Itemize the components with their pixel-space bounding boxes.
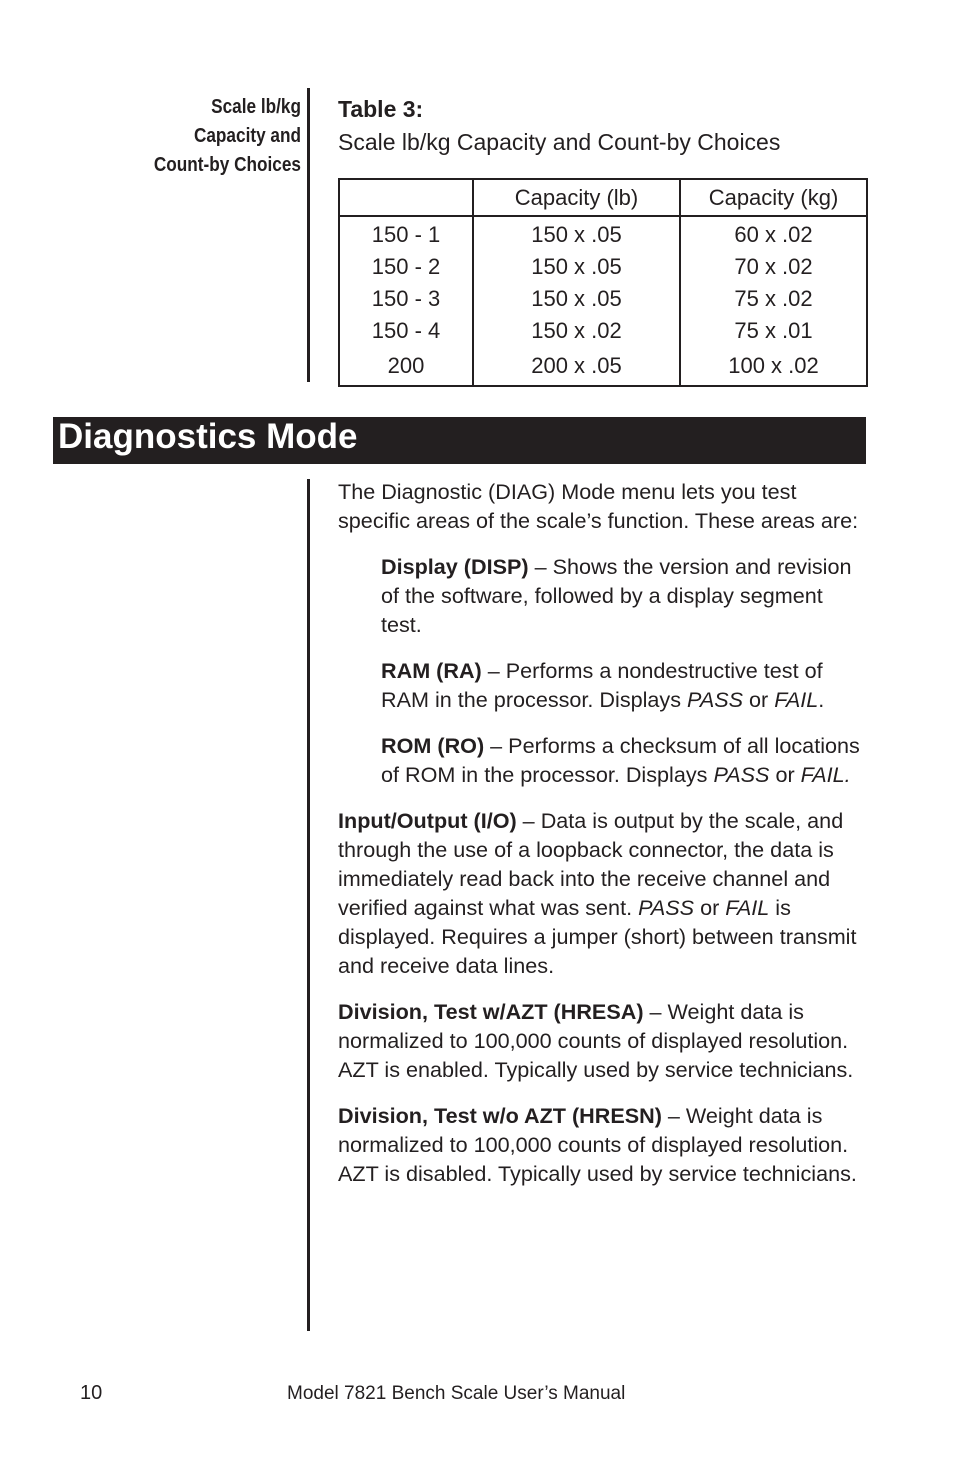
table-cell: 150 - 4 xyxy=(339,315,473,347)
table-caption xyxy=(338,93,780,159)
item-text: – Weight data is normalized to 100,000 counts of displayed resolution. AZT is enabled. Typically used by service technicians. xyxy=(338,999,854,1082)
ram-item xyxy=(381,656,866,714)
item-term: RAM (RA) xyxy=(381,658,482,683)
item-term: Division, Test w/AZT (HRESA) xyxy=(338,999,644,1024)
table-header-cell xyxy=(339,179,473,216)
side-label-line: Count-by Choices xyxy=(153,154,301,176)
table-number: Table 3: xyxy=(338,96,424,122)
item-term: ROM (RO) xyxy=(381,733,485,758)
table-cell: 150 x .05 xyxy=(473,216,680,251)
table-row xyxy=(339,315,867,347)
side-label xyxy=(128,93,301,180)
table-cell: 150 x .05 xyxy=(473,251,680,283)
item-text: – Performs a nondestructive test of RAM in the processor. Displays xyxy=(381,658,823,712)
or-text: or xyxy=(743,687,775,712)
pass-text: PASS xyxy=(638,895,695,920)
margin-rule xyxy=(307,479,310,1331)
table-cell: 70 x .02 xyxy=(680,251,867,283)
table-row xyxy=(339,347,867,386)
table-cell: 150 - 2 xyxy=(339,251,473,283)
section-body xyxy=(338,477,866,1205)
item-text-end: . xyxy=(818,687,825,712)
margin-rule xyxy=(307,88,310,382)
table-cell: 60 x .02 xyxy=(680,216,867,251)
table-cell: 75 x .01 xyxy=(680,315,867,347)
fail-text: FAIL. xyxy=(800,762,851,787)
table-cell: 150 x .02 xyxy=(473,315,680,347)
item-text: – Weight data is normalized to 100,000 counts of displayed resolution. AZT is disabled. Typically used by service technicians. xyxy=(338,1103,857,1186)
table-cell: 200 xyxy=(339,347,473,386)
or-text: or xyxy=(694,895,726,920)
item-text: – Performs a checksum of all locations of ROM in the processor. Displays xyxy=(381,733,860,787)
table-header-cell: Capacity (lb) xyxy=(473,179,680,216)
table-title: Scale lb/kg Capacity and Count-by Choices xyxy=(338,129,781,155)
rom-item xyxy=(381,731,866,789)
table-cell: 150 - 1 xyxy=(339,216,473,251)
side-label-line: Scale lb/kg xyxy=(211,96,301,118)
item-term: Input/Output (I/O) xyxy=(338,808,517,833)
table-row xyxy=(339,251,867,283)
pass-text: PASS xyxy=(713,762,770,787)
section-heading: Diagnostics Mode xyxy=(53,417,866,464)
item-text: – Shows the version and revision of the software, followed by a display segment test. xyxy=(381,554,852,637)
page-number: 10 xyxy=(80,1382,103,1404)
hresn-item xyxy=(338,1101,866,1188)
pass-text: PASS xyxy=(687,687,744,712)
display-item xyxy=(381,552,866,639)
fail-text: FAIL xyxy=(774,687,819,712)
item-text: – Data is output by the scale, and through the use of a loopback connector, the data is immediately read back into the receive channel and verified against what was sent. xyxy=(338,808,844,920)
or-text: or xyxy=(769,762,801,787)
intro-paragraph: The Diagnostic (DIAG) Mode menu lets you test specific areas of the scale’s function. These areas are: xyxy=(338,479,859,533)
table-cell: 150 x .05 xyxy=(473,283,680,315)
hresa-item xyxy=(338,997,866,1084)
table-cell: 75 x .02 xyxy=(680,283,867,315)
table-header-row xyxy=(339,179,867,216)
item-text-end: is displayed. Requires a jumper (short) between transmit and receive data lines. xyxy=(338,895,857,978)
table-cell: 200 x .05 xyxy=(473,347,680,386)
item-term: Display (DISP) xyxy=(381,554,529,579)
item-term: Division, Test w/o AZT (HRESN) xyxy=(338,1103,662,1128)
table-row xyxy=(339,283,867,315)
side-label-line: Capacity and xyxy=(193,125,301,147)
table-cell: 150 - 3 xyxy=(339,283,473,315)
table-cell: 100 x .02 xyxy=(680,347,867,386)
io-item xyxy=(338,806,866,980)
table-header-cell: Capacity (kg) xyxy=(680,179,867,216)
capacity-table xyxy=(338,178,868,387)
fail-text: FAIL xyxy=(725,895,770,920)
manual-title: Model 7821 Bench Scale User’s Manual xyxy=(287,1383,626,1404)
table-row xyxy=(339,216,867,251)
